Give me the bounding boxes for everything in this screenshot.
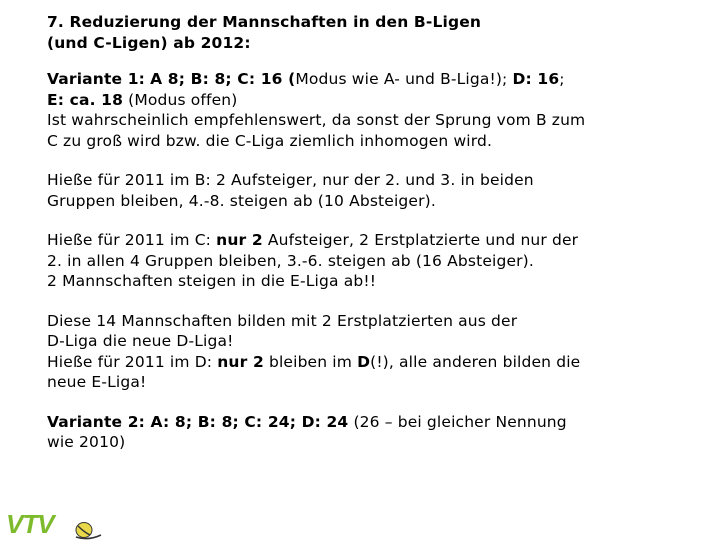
d-2011-line-1: Diese 14 Mannschaften bilden mit 2 Erstplatzierten aus der <box>47 311 518 330</box>
variant-1-line-2 <box>47 90 707 111</box>
variant-2-rest: (26 – bei gleicher Nennung <box>348 412 567 431</box>
vtv-logo-text: VTV <box>6 509 54 539</box>
variant-2-paragraph <box>47 412 707 453</box>
c-2011-line-1-pre: Hieße für 2011 im C: <box>47 231 217 249</box>
b-2011-line-2: Gruppen bleiben, 4.-8. steigen ab (10 Absteiger). <box>47 191 436 210</box>
variant-1-e-modus: (Modus offen) <box>123 90 238 109</box>
vtv-logo <box>4 508 104 540</box>
title-line-2: (und C-Ligen) ab 2012: <box>47 33 251 52</box>
variant-1-paragraph <box>47 69 707 151</box>
variant-1-line-1 <box>47 69 707 90</box>
d-2011-line-3-post: (!), alle anderen bilden die <box>370 352 581 371</box>
variant-1-semicolon: ; <box>559 70 565 88</box>
variant-1-label: Variante 1: <box>47 70 146 88</box>
variant-2-bold: Variante 2: A: 8; B: 8; C: 24; D: 24 <box>47 412 349 431</box>
variant-1-line-4: C zu groß wird bzw. die C-Liga ziemlich inhomogen wird. <box>47 131 493 150</box>
d-2011-line-3-pre: Hieße für 2011 im D: <box>47 352 218 371</box>
variant-1-modus: Modus wie A- und B-Liga!); <box>295 70 513 88</box>
title-line-1: 7. Reduzierung der Mannschaften in den B-Ligen <box>47 13 482 31</box>
variant-1-line-3: Ist wahrscheinlich empfehlenswert, da sonst der Sprung vom B zum <box>47 111 586 129</box>
variant-2-line-2: wie 2010) <box>47 433 126 451</box>
variant-1-e-size: E: ca. 18 <box>47 90 124 109</box>
d-2011-line-3-bold: nur 2 <box>217 352 264 371</box>
c-2011-line-1-post: Aufsteiger, 2 Erstplatzierte und nur der <box>262 231 579 249</box>
d-2011-line-4: neue E-Liga! <box>47 373 147 391</box>
b-2011-line-1: Hieße für 2011 im B: 2 Aufsteiger, nur der 2. und 3. in beiden <box>47 171 534 189</box>
d-2011-line-3 <box>47 352 707 373</box>
variant-1-league-sizes: A 8; B: 8; C: 16 ( <box>150 70 296 88</box>
d-2011-paragraph <box>47 311 707 393</box>
c-2011-paragraph <box>47 230 707 292</box>
slide-content <box>47 12 707 453</box>
d-2011-line-2: D-Liga die neue D-Liga! <box>47 332 234 350</box>
c-2011-line-1-bold: nur 2 <box>216 231 263 249</box>
slide-title <box>47 12 707 53</box>
d-2011-line-3-d: D <box>357 352 371 371</box>
variant-1-d-size: D: 16 <box>512 70 560 88</box>
b-2011-paragraph <box>47 170 707 211</box>
d-2011-line-3-mid: bleiben im <box>263 352 358 371</box>
c-2011-line-2: 2. in allen 4 Gruppen bleiben, 3.-6. steigen ab (16 Absteiger). <box>47 251 534 270</box>
tennis-ball-icon <box>76 523 101 539</box>
variant-2-line-1 <box>47 412 707 433</box>
c-2011-line-3: 2 Mannschaften steigen in die E-Liga ab!! <box>47 272 377 290</box>
c-2011-line-1 <box>47 230 707 251</box>
